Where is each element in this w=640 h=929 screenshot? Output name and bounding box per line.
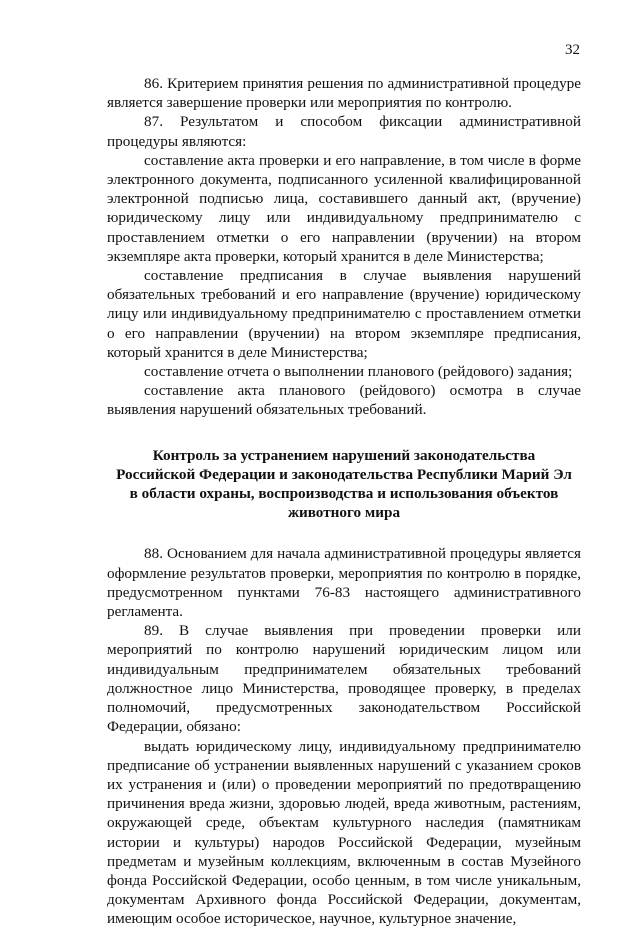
paragraph-raid-report: составление отчета о выполнении планового (рейдового) задания; (144, 363, 573, 381)
paragraph-86: 86. Критерием принятия решения по административной процедуре является завершение проверки или мероприятия по контролю. (107, 75, 581, 112)
paragraph-88: 88. Основанием для начала административной процедуры является оформление результатов проверки, мероприятия по контролю в порядке, предусмотренном пунктами 76-83 настоящего административного регламента. (107, 545, 581, 621)
paragraph-issue-order: выдать юридическому лицу, индивидуальному предпринимателю предписание об устранении выявленных нарушений с указанием сроков их устранения и (или) о проведении мероприятий по предотвращению причинения вреда жизни, здоровью людей, вреда животным, растениям, окружающей среде, объектам культурного наследия (памятникам истории и культуры) народов Российской Федерации, музейным предметам и музейным коллекциям, включенным в состав Музейного фонда Российской Федерации, особо ценным, в том числе уникальным, документам Архивного фонда Российской Федерации, документам, имеющим особое историческое, научное, культурное значение, (107, 737, 581, 928)
paragraph-raid-inspection-act: составление акта планового (рейдового) осмотра в случае выявления нарушений обязательных требований. (107, 382, 581, 419)
page-number: 32 (565, 42, 580, 58)
document-body (107, 74, 581, 929)
paragraph-act-of-inspection: составление акта проверки и его направление, в том числе в форме электронного документа, подписанного усиленной квалифицированной электронной подписью лица, составившего данный акт, (вручение) юридическому лицу или индивидуальному предпринимателю с проставлением отметки о его направлении (вручении) на втором экземпляре акта проверки, который хранится в деле Министерства; (107, 151, 581, 265)
section-heading: Контроль за устранением нарушений законодательства Российской Федерации и законодательства Республики Марий Эл в области охраны, воспроизводства и использования объектов животного мира (116, 446, 572, 522)
paragraph-order: составление предписания в случае выявления нарушений обязательных требований и его направление (вручение) юридическому лицу или индивидуальному предпринимателю с проставлением отметки о его направлении (вручении) на втором экземпляре предписания, который хранится в деле Министерства; (107, 267, 581, 361)
paragraph-87: 87. Результатом и способом фиксации административной процедуры являются: (107, 113, 581, 150)
paragraph-89: 89. В случае выявления при проведении проверки или мероприятий по контролю нарушений юридическим лицом или индивидуальным предпринимателем обязательных требований должностное лицо Министерства, проводящее проверку, в пределах полномочий, предусмотренных законодательством Российской Федерации, обязано: (107, 622, 581, 736)
